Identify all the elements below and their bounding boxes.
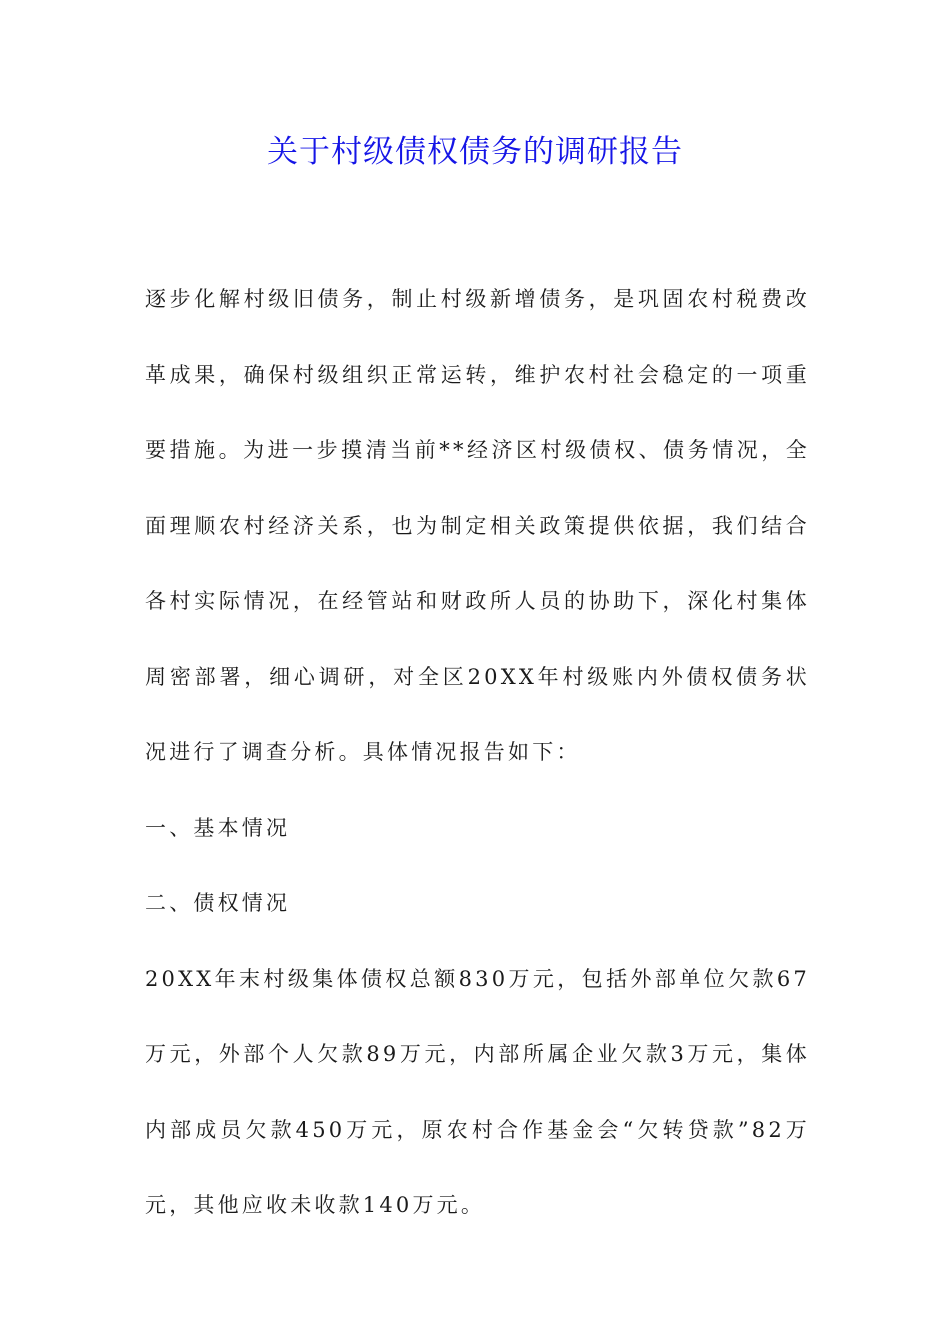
intro-paragraph: 逐步化解村级旧债务，制止村级新增债务，是巩固农村税费改革成果，确保村级组织正常运转，维护农村社会稳定的一项重要措施。为进一步摸清当前**经济区村级债权、债务情况，全面理顺农村经济关系，也为制定相关政策提供依据，我们结合各村实际情况，在经管站和财政所人员的协助下，深化村集体周密部署，细心调研，对全区20XX年村级账内外债权债务状况进行了调查分析。具体情况报告如下： (145, 287, 810, 764)
section-heading-credit: 二、债权情况 (145, 891, 291, 915)
section-heading-basic: 一、基本情况 (145, 815, 291, 840)
credit-paragraph: 20XX年末村级集体债权总额830万元，包括外部单位欠款67万元，外部个人欠款89万元，内部所属企业欠款3万元，集体内部成员欠款450万元，原农村合作基金会“欠转贷款”82万元，其他应收未收款140万元。 (145, 966, 810, 1217)
document-title: 关于村级债权债务的调研报告 (267, 134, 683, 170)
document-body (145, 262, 810, 1244)
